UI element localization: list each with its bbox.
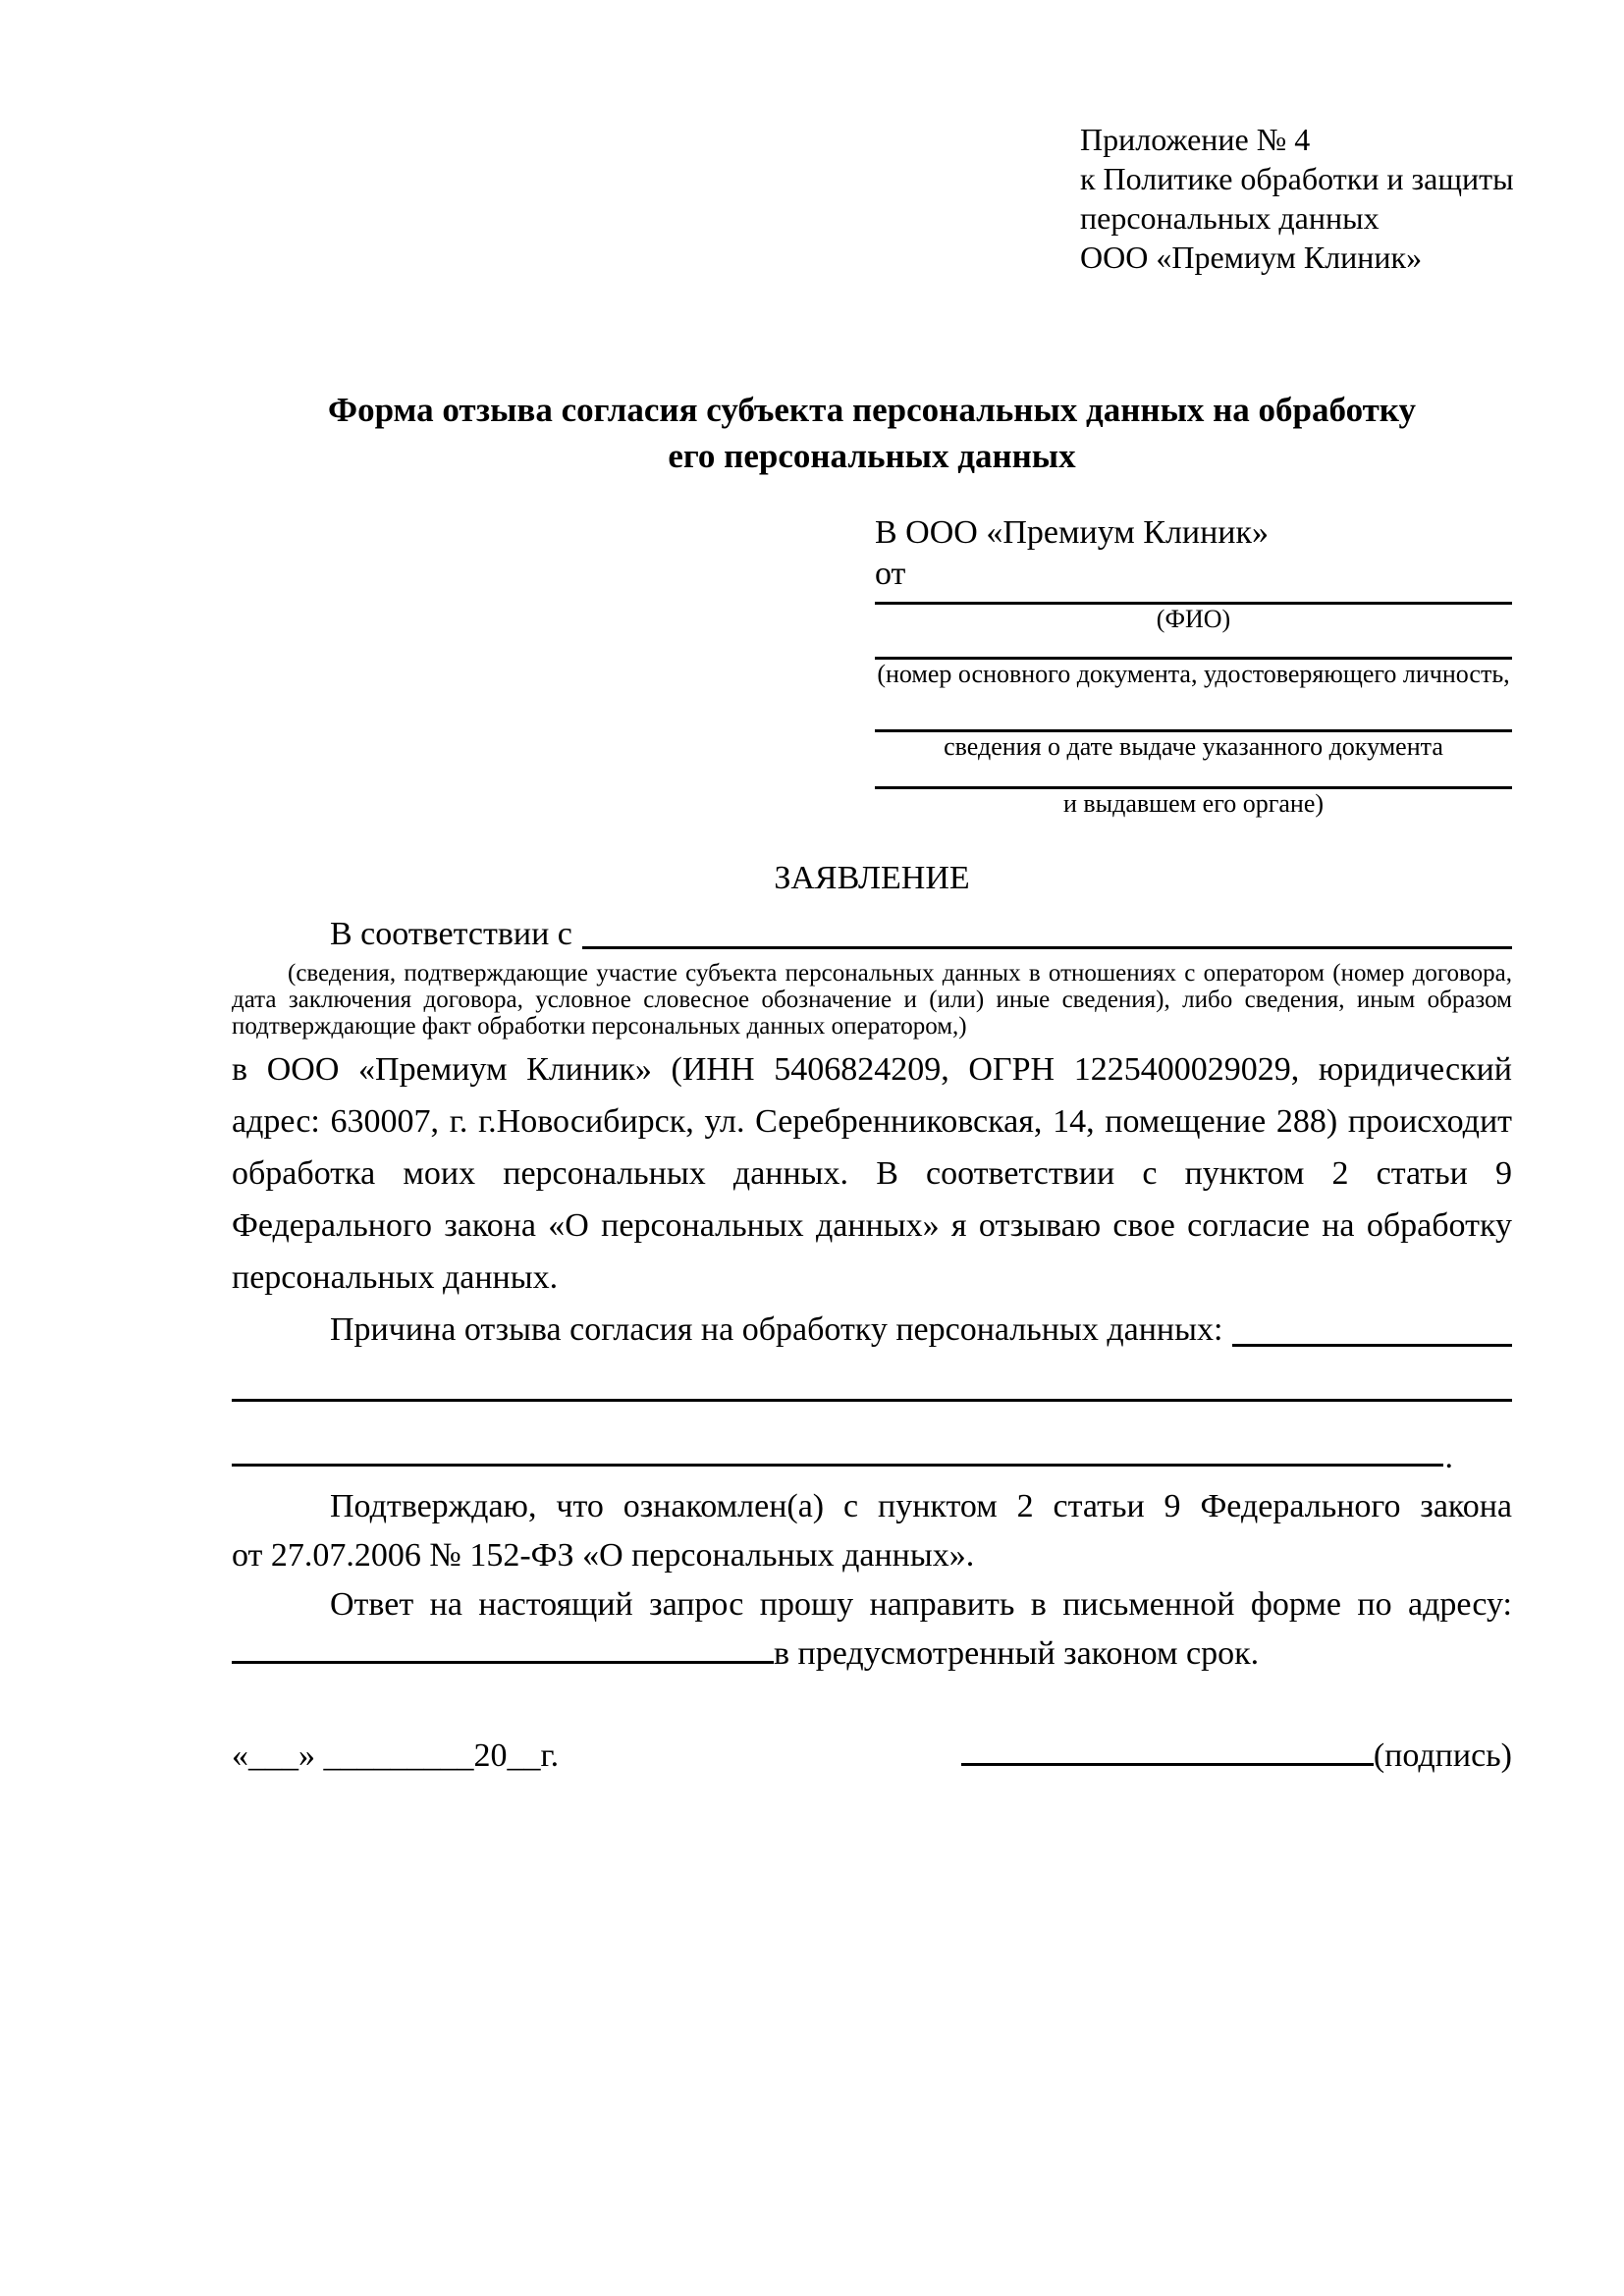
basis-prefix: В соответствии с [330, 916, 572, 952]
reply-line-2 [232, 1629, 1512, 1679]
reason-blank-line-3 [232, 1464, 1443, 1467]
signature-block [961, 1730, 1512, 1782]
addressee-block [875, 512, 1512, 819]
basis-blank-line [582, 911, 1512, 949]
reply-paragraph [232, 1580, 1512, 1679]
doc-number-caption: (номер основного документа, удостоверяющего личность, [877, 660, 1510, 688]
doc-number-blank-line [875, 634, 1512, 660]
appendix-header [1080, 120, 1512, 277]
appendix-header-line-4: ООО «Премиум Клиник» [1080, 240, 1423, 275]
form-title-line-2: его персональных данных [668, 437, 1076, 475]
fio-blank-line [875, 595, 1512, 605]
appendix-header-line-1: Приложение № 4 [1080, 122, 1311, 157]
reply-line-2-text: в предусмотренный законом срок. [774, 1635, 1260, 1672]
statement-heading: ЗАЯВЛЕНИЕ [774, 860, 970, 896]
addressee-organization: В ООО «Премиум Клиник» [875, 514, 1270, 551]
form-title-line-1: Форма отзыва согласия субъекта персональных данных на обработку [328, 391, 1416, 429]
body-paragraph: в ООО «Премиум Клиник» (ИНН 5406824209, ОГРН 1225400029029, юридический адрес: 630007, г. г.Новосибирск, ул. Серебренниковская, 14, помещение 288) происходит обработка моих персональных данных. В соответствии с пунктом 2 статьи 9 Федерального закона «О персональных данных» я отзываю свое согласие на обработку персональных данных. [232, 1051, 1512, 1296]
basis-line [232, 911, 1512, 958]
appendix-header-line-2: к Политике обработки и защиты [1080, 161, 1514, 196]
reason-line [232, 1304, 1512, 1356]
appendix-header-line-3: персональных данных [1080, 200, 1380, 236]
address-blank-line [232, 1630, 774, 1664]
doc-issuer-blank-line [875, 762, 1512, 789]
date-line: «___» _________20__г. [232, 1737, 560, 1774]
doc-date-caption: сведения о дате выдаче указанного документа [944, 732, 1443, 761]
reason-blank-line-3-row [232, 1441, 1512, 1474]
reply-line-1: Ответ на настоящий запрос прошу направить в письменной форме по адресу: [330, 1586, 1512, 1623]
footer-row [232, 1730, 1512, 1782]
addressee-from-label: от [875, 556, 906, 592]
reason-label: Причина отзыва согласия на обработку персональных данных: [330, 1311, 1223, 1348]
reason-blank-line-1 [1232, 1304, 1512, 1347]
confirmation-paragraph [232, 1482, 1512, 1580]
reason-blank-line-2 [232, 1399, 1512, 1402]
fio-caption: (ФИО) [1156, 605, 1231, 633]
doc-date-blank-line [875, 689, 1512, 732]
confirmation-line-1: Подтверждаю, что ознакомлен(а) с пунктом 2 статьи 9 Федерального закона [330, 1488, 1512, 1524]
reason-end-period: . [1444, 1439, 1453, 1475]
signature-caption: (подпись) [1373, 1737, 1512, 1774]
signature-blank-line [961, 1733, 1374, 1766]
doc-issuer-caption: и выдавшем его органе) [1062, 789, 1325, 818]
form-title [232, 387, 1512, 479]
confirmation-line-2: от 27.07.2006 № 152-ФЗ «О персональных данных». [232, 1537, 975, 1574]
basis-footnote: (сведения, подтверждающие участие субъекта персональных данных в отношениях с оператором (номер договора, дата заключения договора, условное словесное обозначение и (или) иные сведения), либо сведения, иным образом подтверждающие факт обработки персональных данных оператором,) [232, 960, 1512, 1040]
